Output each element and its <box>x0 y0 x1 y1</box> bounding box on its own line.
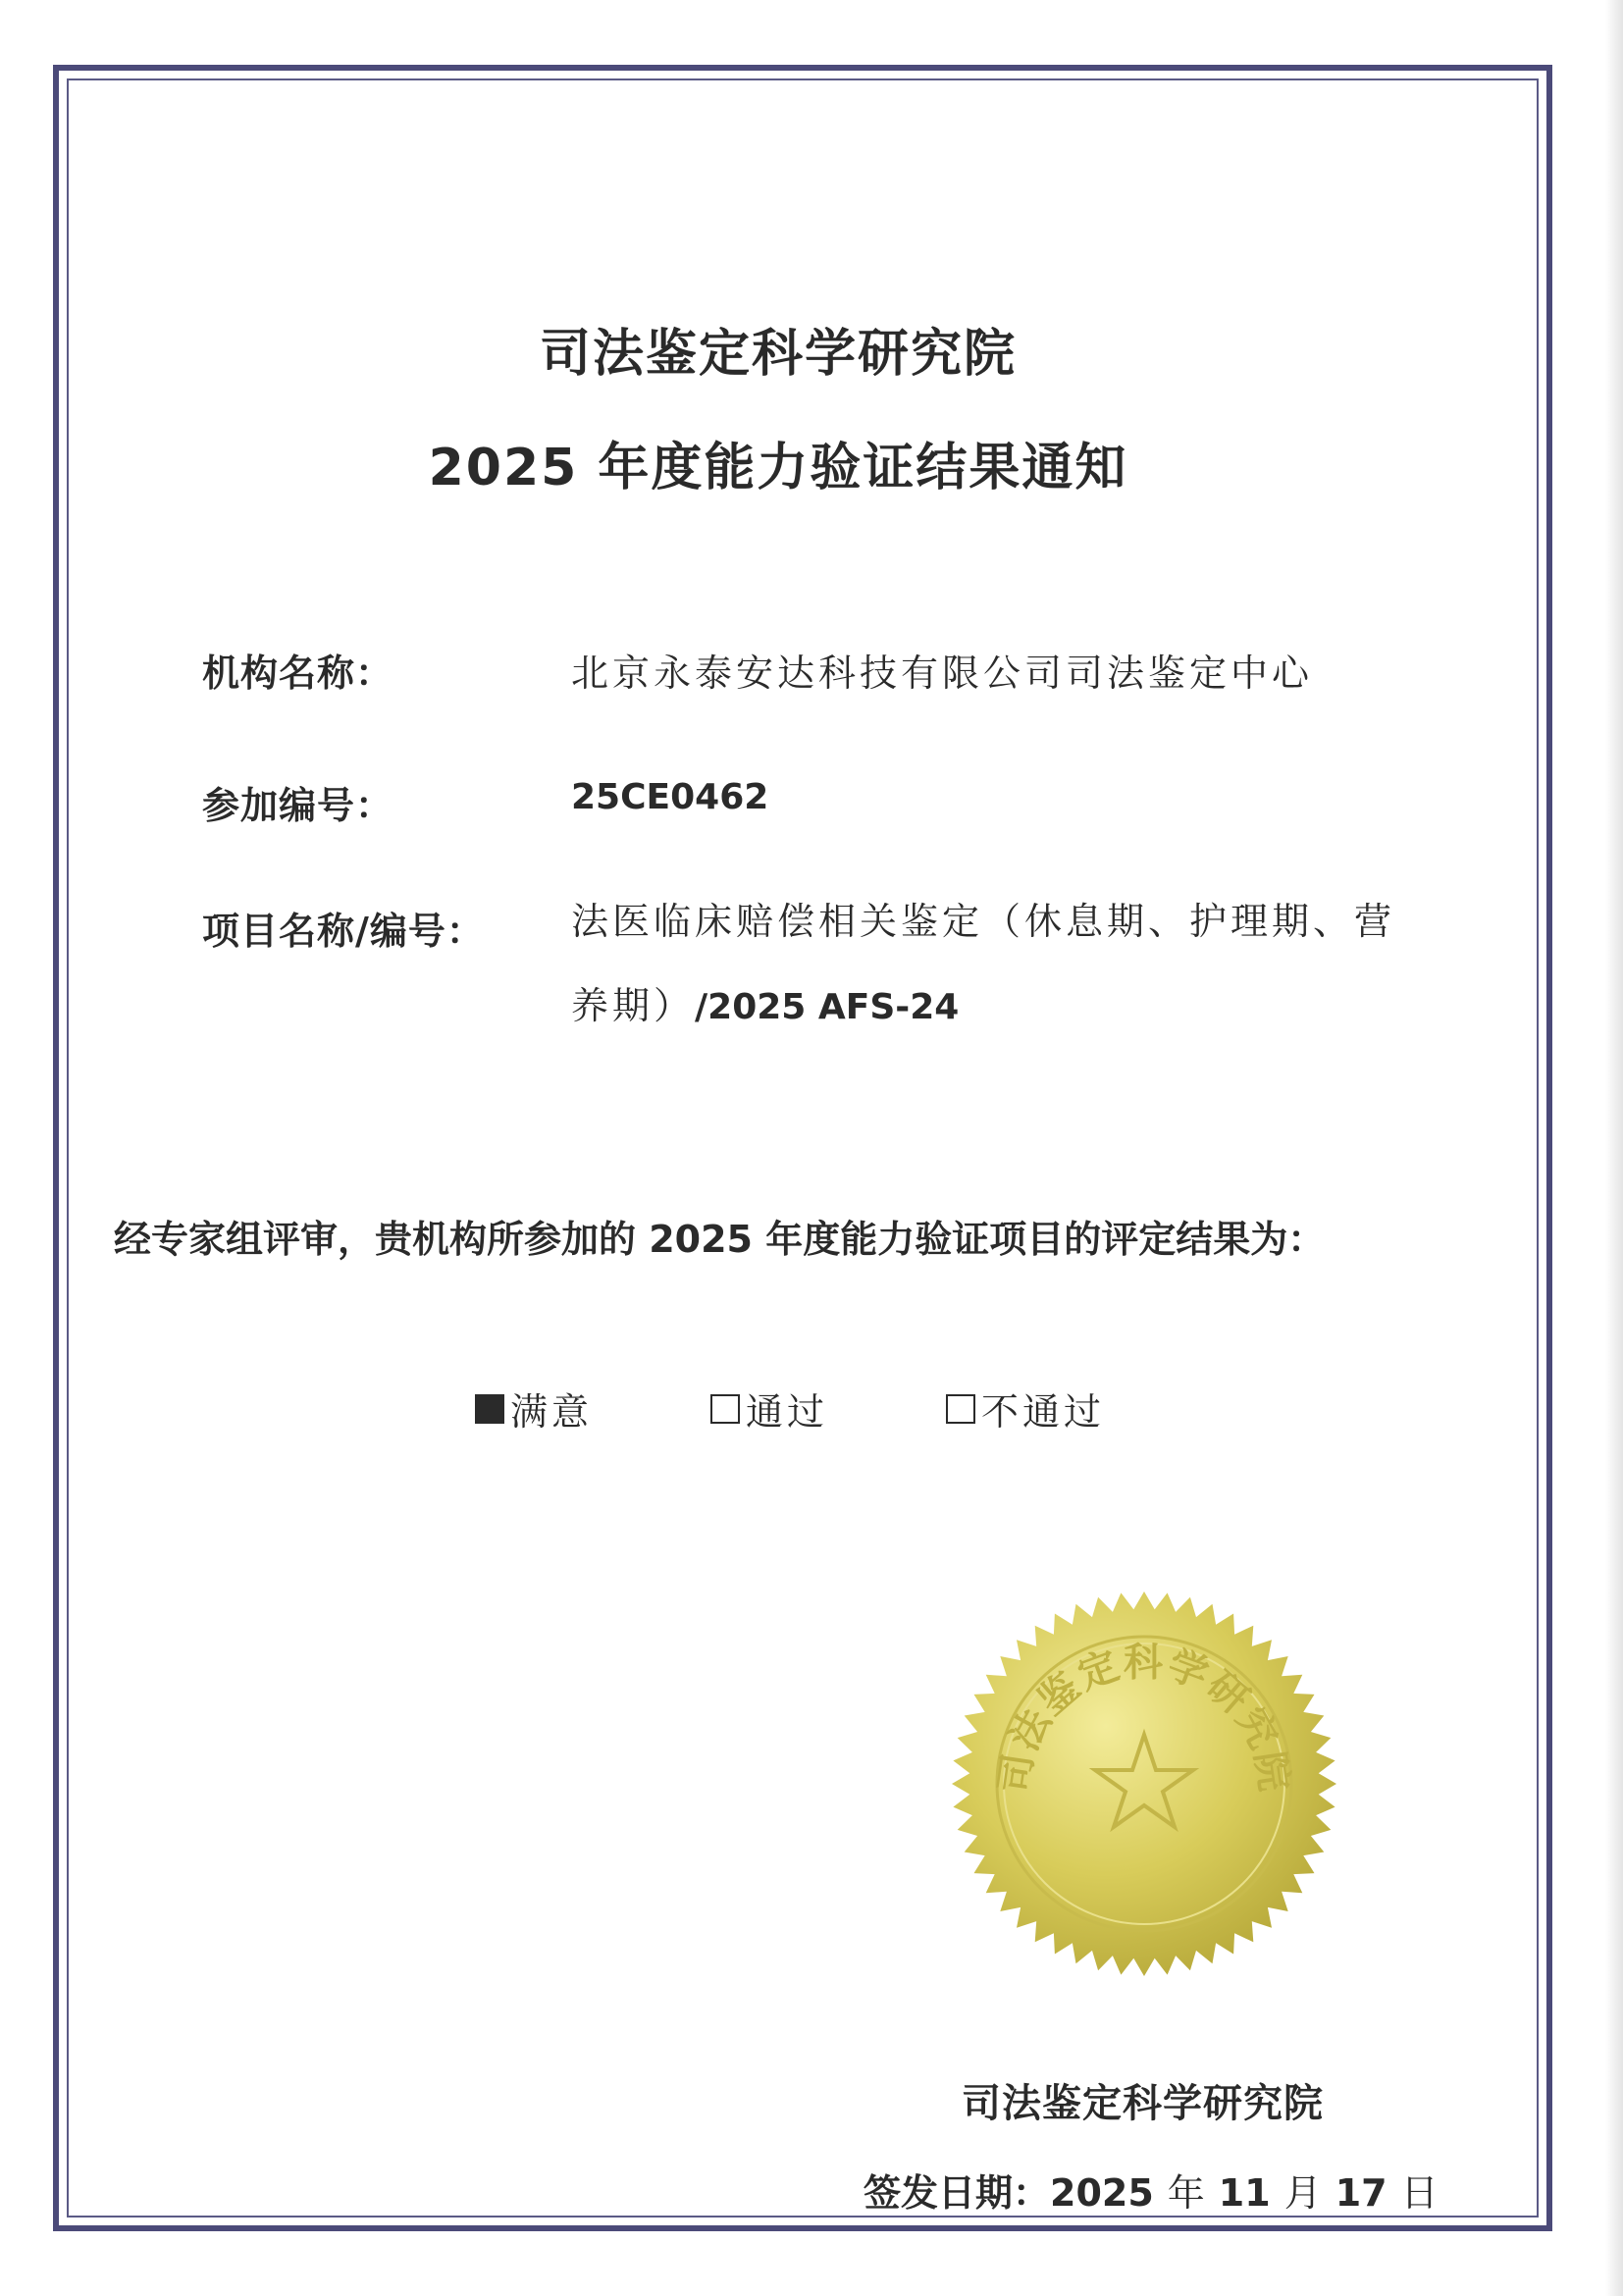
project-label: 项目名称/编号： <box>202 910 485 953</box>
option-pass-label: 通过 <box>746 1390 829 1434</box>
participant-no-label: 参加编号： <box>202 784 394 827</box>
issue-date-label: 签发日期： <box>864 2171 1051 2215</box>
result-options <box>475 1382 1223 1435</box>
issue-year: 2025 <box>1050 2171 1154 2215</box>
institute-title: 司法鉴定科学研究院 <box>539 325 1017 384</box>
issue-year-unit: 年 <box>1167 2171 1205 2215</box>
checkbox-satisfied <box>475 1394 504 1424</box>
option-fail-label: 不通过 <box>981 1390 1106 1434</box>
checkbox-fail <box>946 1394 975 1424</box>
option-fail <box>946 1382 1105 1435</box>
project-value-line2 <box>571 964 1454 1050</box>
issue-month: 11 <box>1218 2171 1271 2215</box>
participant-no-value: 25CE0462 <box>571 777 769 817</box>
issue-day: 17 <box>1335 2171 1387 2215</box>
issuer-name: 司法鉴定科学研究院 <box>962 2081 1324 2126</box>
option-pass <box>710 1382 828 1435</box>
evaluation-statement: 经专家组评审，贵机构所参加的 2025 年度能力验证项目的评定结果为： <box>114 1218 1326 1261</box>
institution-label: 机构名称： <box>202 652 394 695</box>
gold-seal <box>948 1588 1340 1980</box>
project-value-line2-text: 养期） <box>571 984 696 1027</box>
institution-value: 北京永泰安达科技有限公司司法鉴定中心 <box>571 652 1314 695</box>
option-satisfied-label: 满意 <box>510 1390 594 1434</box>
seal-text: 司法鉴定科学研究院 <box>990 1639 1298 1797</box>
scan-edge <box>1605 0 1623 2296</box>
issue-day-unit: 日 <box>1400 2171 1439 2215</box>
project-value <box>571 879 1454 1050</box>
option-satisfied <box>475 1382 593 1435</box>
issue-date <box>864 2163 1452 2217</box>
issue-month-unit: 月 <box>1283 2171 1322 2215</box>
notice-title: 2025 年度能力验证结果通知 <box>428 439 1128 497</box>
checkbox-pass <box>710 1394 740 1424</box>
project-code: /2025 AFS-24 <box>695 987 960 1027</box>
project-value-line1: 法医临床赔偿相关鉴定（休息期、护理期、营 <box>571 900 1396 943</box>
